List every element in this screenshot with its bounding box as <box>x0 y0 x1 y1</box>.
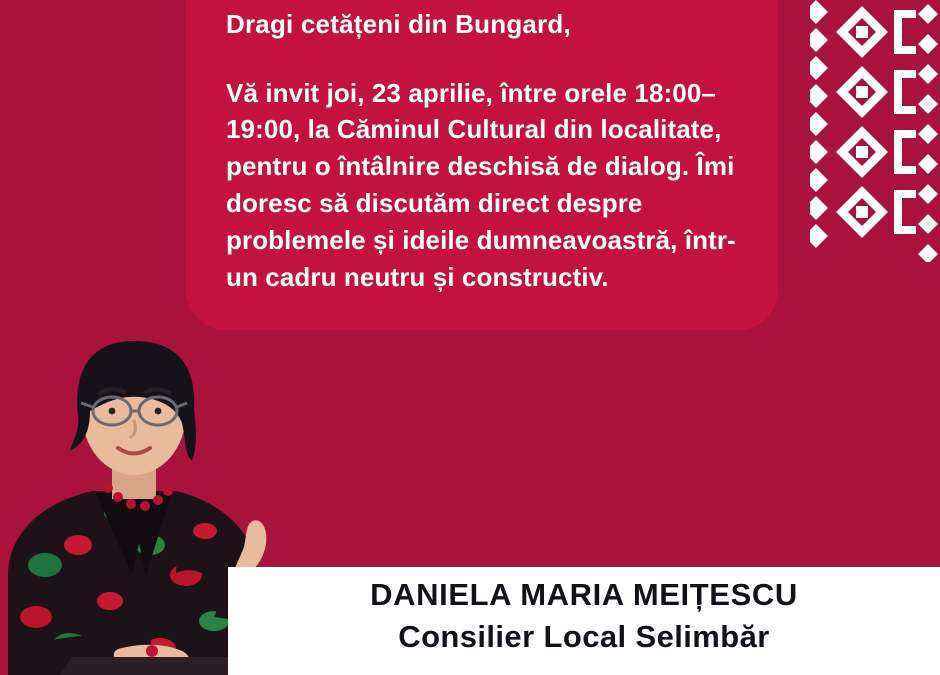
folk-pattern-icon <box>810 0 940 262</box>
signature-band <box>228 567 940 675</box>
invitation-text: Vă invit joi, 23 aprilie, între orele 18:00–19:00, la Căminul Cultural din localitate, pentru o întâlnire deschisă de dialog. Îmi doresc să discutăm direct despre problemele și ideile dumneavoastră, într-un cadru neutru și constructiv. <box>226 77 736 293</box>
person-role: Consilier Local Selimbăr <box>398 619 770 654</box>
person-name: DANIELA MARIA MEIȚESCU <box>370 577 798 612</box>
greeting-text: Dragi cetățeni din Bungard, <box>226 9 571 39</box>
